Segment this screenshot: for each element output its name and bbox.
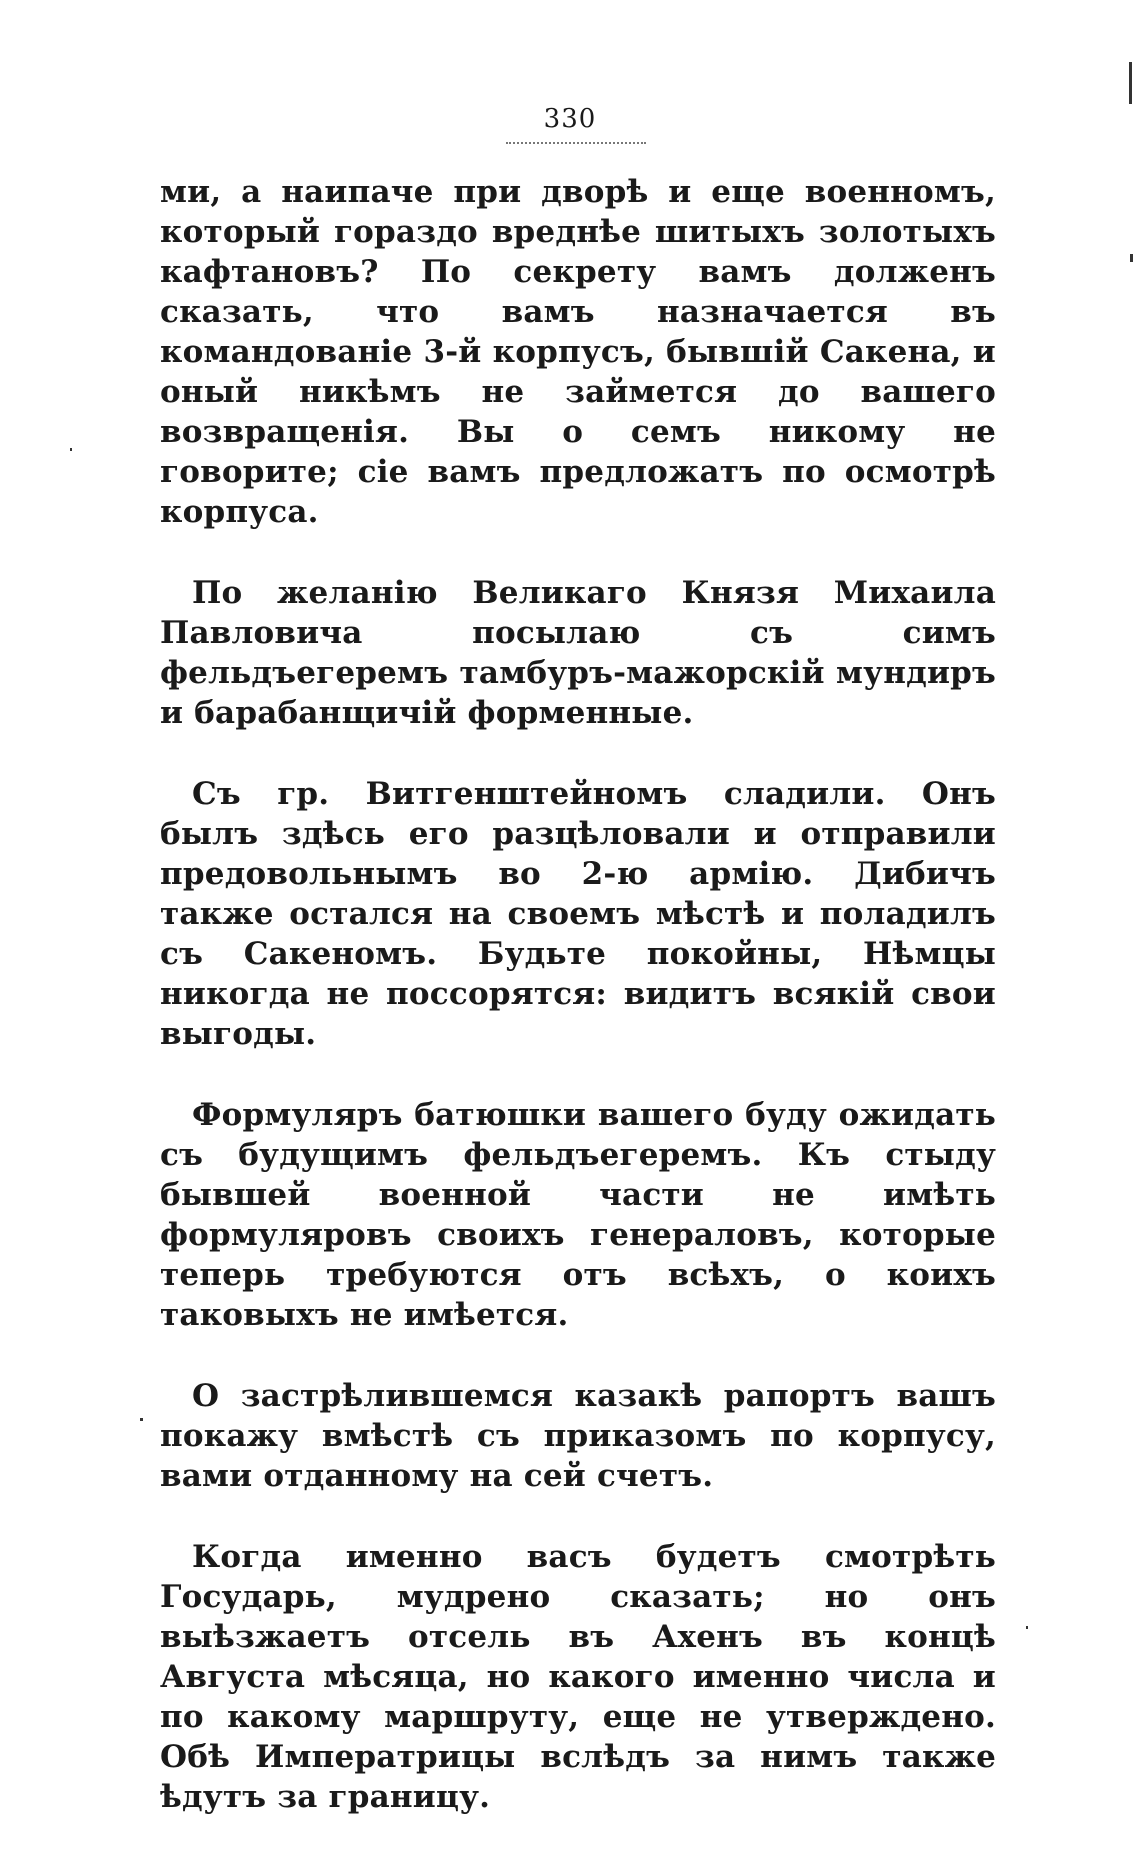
- page-number: 330: [543, 104, 597, 134]
- page-number-rule: [506, 142, 646, 144]
- paragraph: Формуляръ батюшки вашего буду ожидать съ будущимъ фельдъегеремъ. Къ стыду бывшей военной части не имѣть формуляровъ своихъ генераловъ, которые теперь требуются отъ всѣхъ, о коихъ таковыхъ не имѣется.: [160, 1097, 996, 1333]
- paragraph-continuation: ми, а наипаче при дворѣ и еще военномъ, который гораздо вреднѣе шитыхъ золотыхъ кафтановъ? По секрету вамъ долженъ сказать, что вамъ назначается въ командованіе 3-й корпусъ, бывшій Сакена, и оный никѣмъ не займется до вашего возвращенія. Вы о семъ никому не говорите; сіе вамъ предложатъ по осмотрѣ корпуса.: [160, 174, 996, 530]
- paragraph: Съ гр. Витгенштейномъ сладили. Онъ былъ здѣсь его разцѣловали и отправили предовольнымъ во 2-ю армію. Дибичъ также остался на своемъ мѣстѣ и поладилъ съ Сакеномъ. Будьте покойны, Нѣмцы никогда не поссорятся: видитъ всякій свои выгоды.: [160, 776, 996, 1052]
- body-text: [160, 172, 996, 1858]
- scan-mark-right-edge: [1129, 62, 1132, 104]
- scan-mark-left-dot: [70, 448, 72, 451]
- paragraph: О застрѣлившемся казакѣ рапортъ вашъ покажу вмѣстѣ съ приказомъ по корпусу, вами отданному на сей счетъ.: [160, 1378, 996, 1494]
- scan-mark-left-dot-lower: [140, 1418, 143, 1421]
- scan-mark-right-dot: [1130, 254, 1133, 262]
- scan-mark-bottom-right-dot: [1026, 1626, 1028, 1629]
- paragraph: По желанію Великаго Князя Михаила Павловича посылаю съ симъ фельдъегеремъ тамбуръ-мажорскій мундиръ и барабанщичій форменные.: [160, 575, 996, 731]
- paragraph: Когда именно васъ будетъ смотрѣть Государь, мудрено сказать; но онъ выѣзжаетъ отсель въ Ахенъ въ концѣ Августа мѣсяца, но какого именно числа и по какому маршруту, еще не утверждено. Обѣ Императрицы вслѣдъ за нимъ также ѣдутъ за границу.: [160, 1539, 996, 1815]
